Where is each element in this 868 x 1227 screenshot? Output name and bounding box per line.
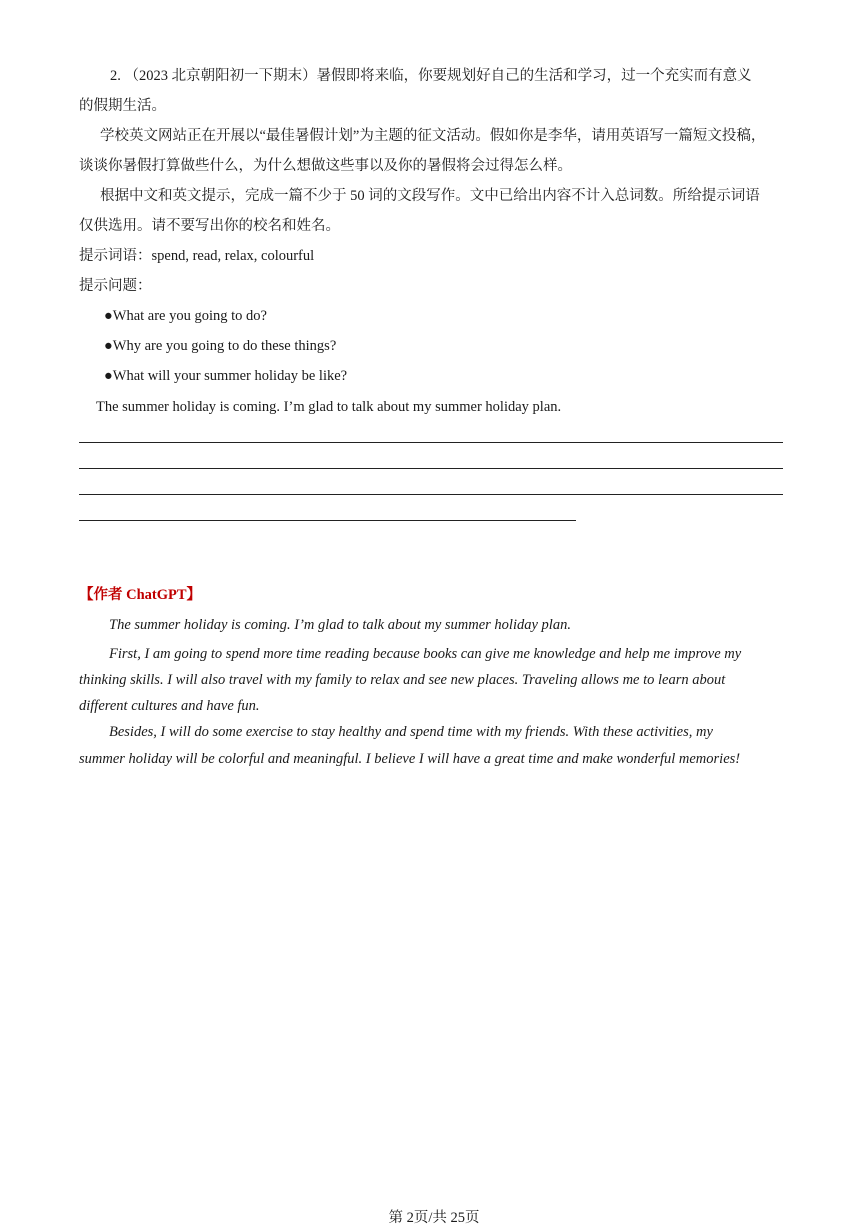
- hint-question-2: ●Why are you going to do these things?: [104, 338, 337, 354]
- hint-question-1: ●What are you going to do?: [104, 308, 267, 324]
- instruction-line-2: 仅供选用。请不要写出你的校名和姓名。: [79, 218, 340, 234]
- answer-paragraph-3-line-2: summer holiday will be colorful and meaningful. I believe I will have a great time and make wonderful memories!: [79, 751, 741, 767]
- answer-paragraph-2-line-2: thinking skills. I will also travel with my family to relax and see new places. Traveling allows me to learn about: [79, 672, 726, 688]
- hint-question-3: ●What will your summer holiday be like?: [104, 368, 348, 384]
- answer-blank-line-4: [79, 520, 576, 521]
- hint-words: 提示词语：spend, read, relax, colourful: [79, 248, 315, 264]
- question-line-2: 的假期生活。: [79, 98, 166, 114]
- essay-opening: The summer holiday is coming. I’m glad to talk about my summer holiday plan.: [96, 399, 562, 415]
- answer-paragraph-2-line-1: First, I am going to spend more time reading because books can give me knowledge and help me improve my: [109, 646, 742, 662]
- task-paragraph-line-1: 学校英文网站正在开展以“最佳暑假计划”为主题的征文活动。假如你是李华，请用英语写一篇短文投稿，: [100, 128, 766, 144]
- task-paragraph-line-2: 谈谈你暑假打算做些什么，为什么想做这些事以及你的暑假将会过得怎么样。: [79, 158, 572, 174]
- author-label: 【作者 ChatGPT】: [79, 587, 202, 603]
- page-number: 第 2页/共 25页: [388, 1210, 480, 1226]
- question-line-1: 2. （2023 北京朝阳初一下期末）暑假即将来临，你要规划好自己的生活和学习，过一个充实而有意义: [110, 68, 752, 84]
- answer-paragraph-3-line-1: Besides, I will do some exercise to stay healthy and spend time with my friends. With these activities, my: [109, 724, 713, 740]
- answer-blank-line-3: [79, 494, 783, 495]
- answer-paragraph-2-line-3: different cultures and have fun.: [79, 698, 260, 714]
- answer-blank-line-2: [79, 468, 783, 469]
- hint-questions-label: 提示问题：: [79, 278, 152, 294]
- instruction-line-1: 根据中文和英文提示，完成一篇不少于 50 词的文段写作。文中已给出内容不计入总词数。所给提示词语: [100, 188, 760, 204]
- answer-blank-line-1: [79, 442, 783, 443]
- answer-paragraph-1: The summer holiday is coming. I’m glad to talk about my summer holiday plan.: [109, 617, 571, 633]
